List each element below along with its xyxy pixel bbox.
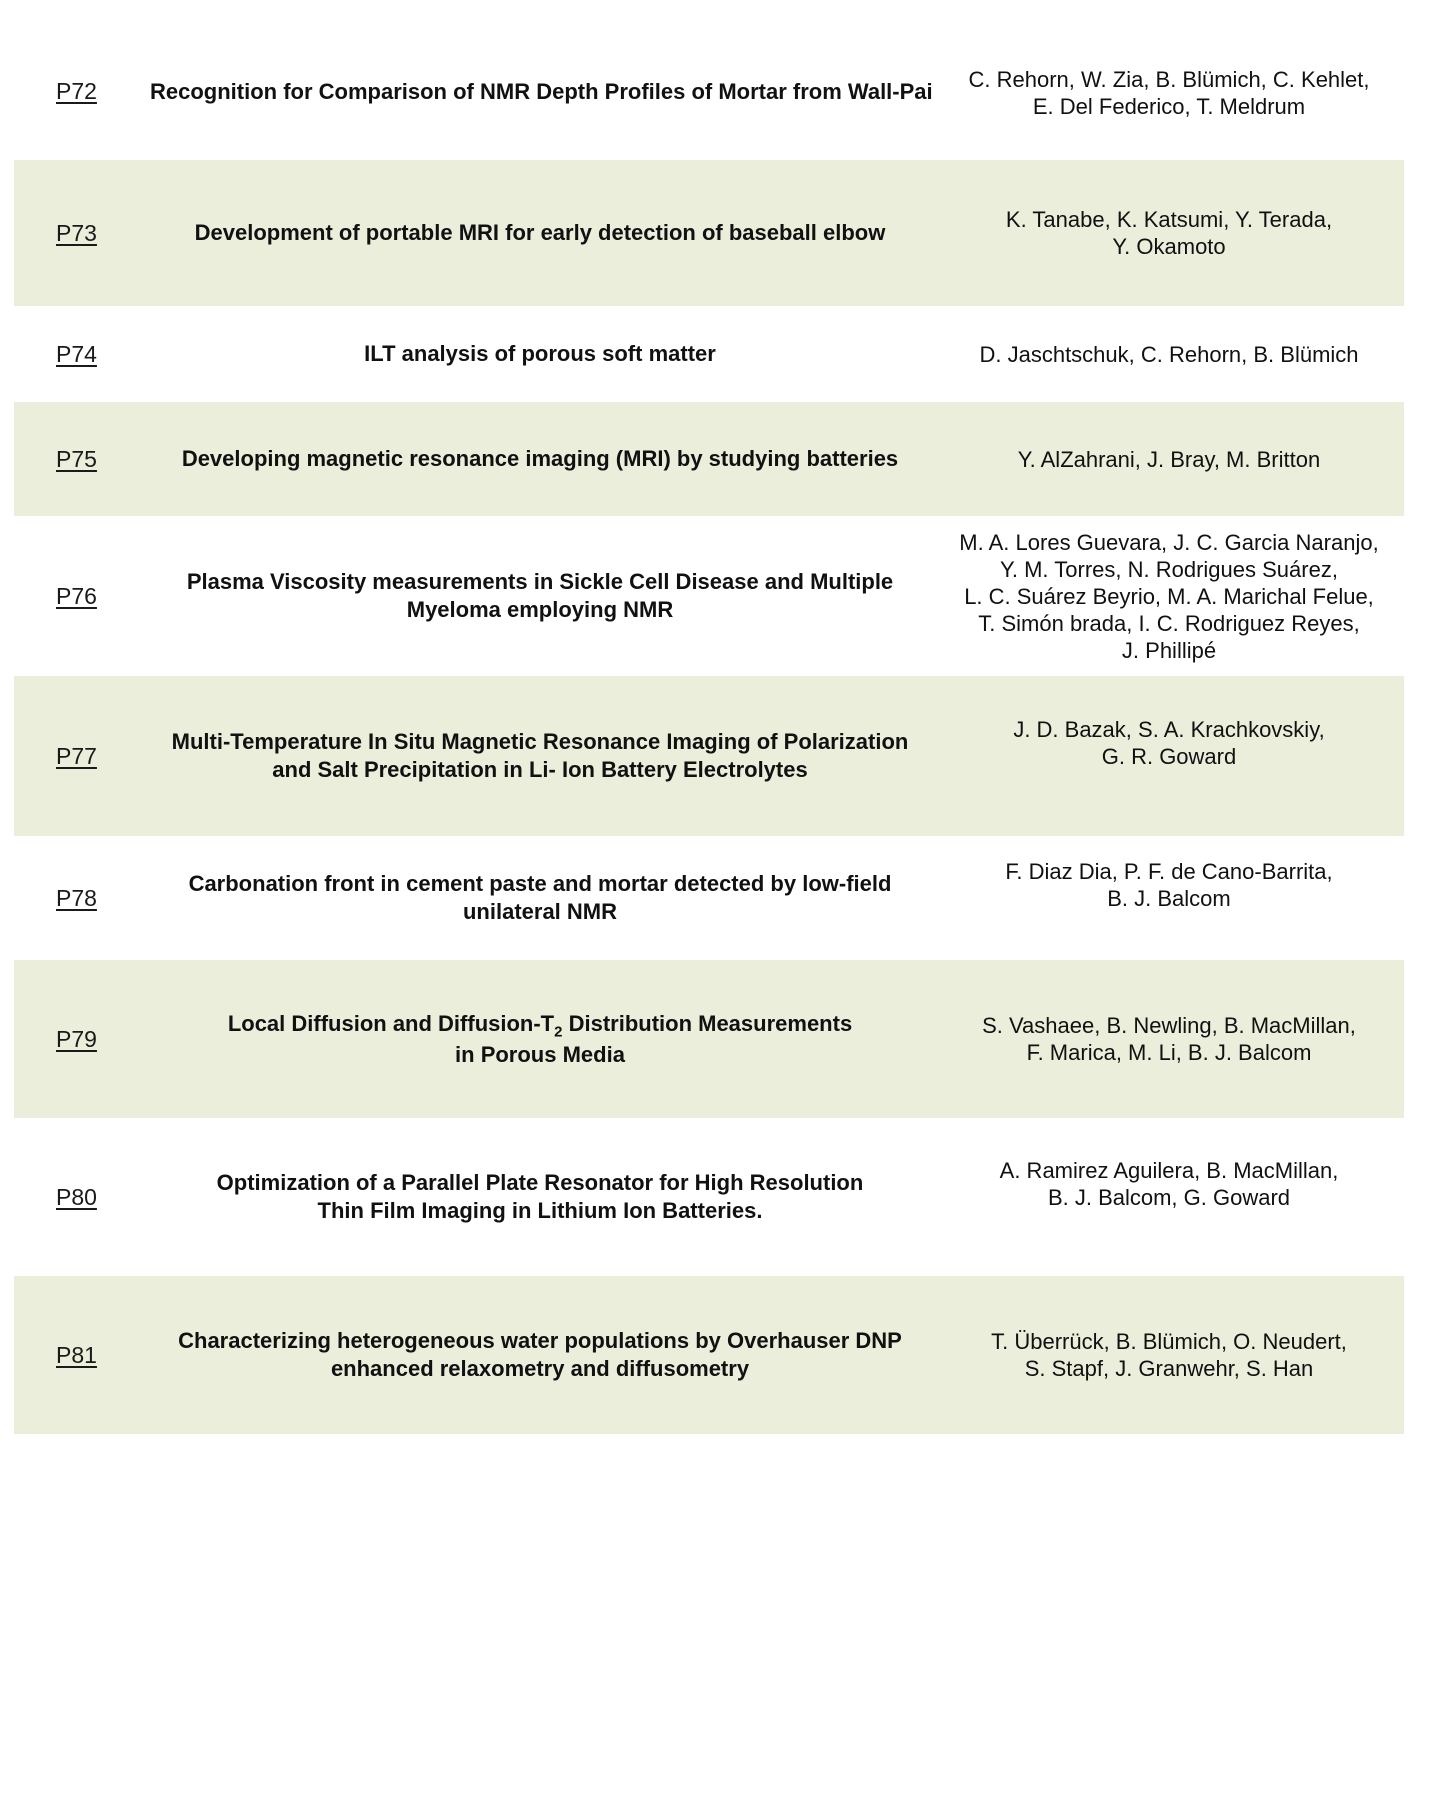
title-line: in Porous Media [455,1042,625,1067]
title-line: unilateral NMR [462,899,618,924]
title-line: Multi-Temperature In Situ Magnetic Resonance Imaging of Polarization [171,729,909,754]
poster-title [136,78,944,106]
poster-id-link[interactable]: P76 [56,582,97,609]
poster-authors [944,1328,1404,1382]
poster-id-link[interactable]: P81 [56,1341,97,1368]
title-line: Recognition for Comparison of NMR Depth Profiles of Mortar from Wall-Pai [150,79,933,104]
poster-title [136,445,944,473]
author-line: J. D. Bazak, S. A. Krachkovskiy, [1013,717,1325,742]
poster-title [136,1169,944,1225]
poster-id-link[interactable]: P77 [56,742,97,769]
title-line: Thin Film Imaging in Lithium Ion Batteries. [317,1198,763,1223]
title-line: Development of portable MRI for early detection of baseball elbow [194,220,886,245]
author-line: B. J. Balcom, G. Goward [1047,1185,1291,1210]
poster-title [136,728,944,784]
poster-id-link[interactable]: P73 [56,219,97,246]
author-line: E. Del Federico, T. Meldrum [1032,94,1306,119]
title-line: Optimization of a Parallel Plate Resonator for High Resolution [216,1170,864,1195]
author-line: F. Marica, M. Li, B. J. Balcom [1026,1040,1312,1065]
title-line: and Salt Precipitation in Li- Ion Battery Electrolytes [272,757,808,782]
table-row [14,960,1404,1118]
poster-authors [944,529,1404,664]
title-line: ILT analysis of porous soft matter [364,341,716,366]
author-line: J. Phillipé [1121,637,1217,663]
author-line: K. Tanabe, K. Katsumi, Y. Terada, [1005,207,1333,232]
table-row [14,676,1404,836]
poster-title [136,568,944,624]
table-row [14,836,1404,960]
poster-authors [944,206,1404,260]
poster-title [136,219,944,247]
author-line: Y. AlZahrani, J. Bray, M. Britton [1017,446,1321,472]
poster-id-link[interactable]: P78 [56,884,97,911]
poster-title [136,340,944,368]
author-line: C. Rehorn, W. Zia, B. Blümich, C. Kehlet, [968,67,1370,92]
author-line: L. C. Suárez Beyrio, M. A. Marichal Felue, [964,583,1374,609]
poster-authors [944,858,1404,912]
poster-title [136,1327,944,1383]
title-line: Plasma Viscosity measurements in Sickle Cell Disease and Multiple [186,569,894,594]
author-line: G. R. Goward [1101,744,1237,769]
table-row [14,1276,1404,1434]
poster-authors [944,1012,1404,1066]
poster-id-link[interactable]: P80 [56,1183,97,1210]
table-row [14,306,1404,402]
title-line: Developing magnetic resonance imaging (MRI) by studying batteries [181,446,899,471]
table-row [14,516,1404,676]
author-line: D. Jaschtschuk, C. Rehorn, B. Blümich [979,341,1359,367]
author-line: S. Vashaee, B. Newling, B. MacMillan, [982,1013,1356,1038]
title-text: Distribution Measurements [562,1011,853,1036]
title-line: Myeloma employing NMR [406,597,674,622]
author-line: T. Simón brada, I. C. Rodriguez Reyes, [978,610,1360,636]
poster-title [136,870,944,926]
table-row [14,402,1404,516]
poster-id-link[interactable]: P75 [56,445,97,472]
poster-authors [944,341,1404,368]
poster-authors [944,1157,1404,1211]
author-line: M. A. Lores Guevara, J. C. Garcia Naranjo, [959,529,1379,555]
title-line: Carbonation front in cement paste and mortar detected by low-field [188,871,892,896]
poster-id-link[interactable]: P79 [56,1025,97,1052]
table-row [14,160,1404,306]
title-line: enhanced relaxometry and diffusometry [330,1356,750,1381]
author-line: Y. Okamoto [1112,234,1226,259]
table-row [14,1118,1404,1276]
poster-id-link[interactable]: P74 [56,340,97,367]
poster-authors [944,446,1404,473]
author-line: B. J. Balcom [1107,886,1231,911]
title-subscript: 2 [554,1023,563,1041]
poster-authors [944,66,1404,120]
poster-title [136,1008,944,1070]
poster-authors [944,716,1404,770]
title-line [140,1008,940,1039]
title-line: Characterizing heterogeneous water populations by Overhauser DNP [178,1328,902,1353]
author-line: F. Diaz Dia, P. F. de Cano-Barrita, [1005,859,1333,884]
title-text: Local Diffusion and Diffusion-T [227,1011,555,1036]
table-row [14,12,1404,160]
poster-id-link[interactable]: P72 [56,78,97,104]
poster-program-table [14,12,1404,1434]
author-line: S. Stapf, J. Granwehr, S. Han [1024,1356,1314,1381]
author-line: T. Überrück, B. Blümich, O. Neudert, [991,1329,1347,1354]
author-line: Y. M. Torres, N. Rodrigues Suárez, [1000,556,1338,582]
author-line: A. Ramirez Aguilera, B. MacMillan, [999,1158,1339,1183]
